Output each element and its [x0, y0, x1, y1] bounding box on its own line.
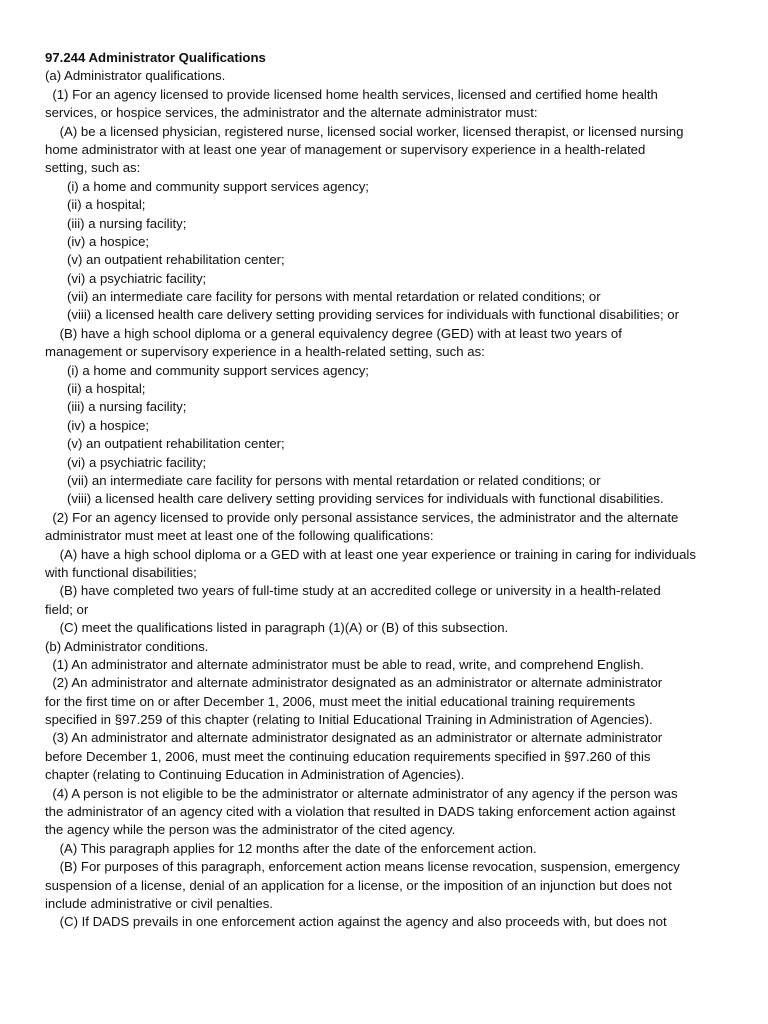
text-line: (3) An administrator and alternate administrator designated as an administrator or alternate administrator: [45, 730, 663, 746]
text-line: (2) For an agency licensed to provide only personal assistance services, the administrator and the alternate: [45, 509, 679, 525]
text-line: home administrator with at least one year of management or supervisory experience in a health-related: [45, 141, 646, 157]
document-page: [45, 49, 735, 932]
text-line: suspension of a license, denial of an application for a license, or the imposition of an injunction but does not: [45, 877, 672, 893]
text-line: (v) an outpatient rehabilitation center;: [45, 436, 285, 452]
text-line: (B) For purposes of this paragraph, enforcement action means license revocation, suspension, emergency: [45, 859, 680, 875]
text-line: (1) For an agency licensed to provide licensed home health services, licensed and certified home health: [45, 86, 658, 102]
text-line: (viii) a licensed health care delivery setting providing services for individuals with functional disabilities.: [45, 491, 664, 507]
text-line: (v) an outpatient rehabilitation center;: [45, 252, 285, 268]
text-line: (B) have a high school diploma or a general equivalency degree (GED) with at least two years of: [45, 325, 622, 341]
text-line: management or supervisory experience in a health-related setting, such as:: [45, 344, 485, 360]
text-line: (C) If DADS prevails in one enforcement action against the agency and also proceeds with, but does not: [45, 914, 667, 930]
text-line: (b) Administrator conditions.: [45, 638, 209, 654]
text-line: (B) have completed two years of full-time study at an accredited college or university in a health-related: [45, 583, 661, 599]
text-line: setting, such as:: [45, 160, 141, 176]
text-line: specified in §97.259 of this chapter (relating to Initial Educational Training in Administration of Agencies).: [45, 712, 653, 728]
text-line: (iii) a nursing facility;: [45, 215, 187, 231]
text-line: the agency while the person was the administrator of the cited agency.: [45, 822, 456, 838]
text-line: (vii) an intermediate care facility for persons with mental retardation or related conditions; or: [45, 472, 601, 488]
text-line: (4) A person is not eligible to be the administrator or alternate administrator of any agency if the person was: [45, 785, 678, 801]
text-line: (a) Administrator qualifications.: [45, 68, 226, 84]
text-line: administrator must meet at least one of the following qualifications:: [45, 528, 434, 544]
document-body: [45, 67, 735, 931]
text-line: (iv) a hospice;: [45, 233, 150, 249]
text-line: (A) have a high school diploma or a GED with at least one year experience or training in caring for individuals: [45, 546, 696, 562]
text-line: (2) An administrator and alternate administrator designated as an administrator or alternate administrator: [45, 675, 663, 691]
text-line: (iv) a hospice;: [45, 417, 150, 433]
text-line: services, or hospice services, the administrator and the alternate administrator must:: [45, 105, 538, 121]
text-line: (A) be a licensed physician, registered nurse, licensed social worker, licensed therapist, or licensed nursing: [45, 123, 684, 139]
text-line: (i) a home and community support services agency;: [45, 178, 369, 194]
text-line: (iii) a nursing facility;: [45, 399, 187, 415]
text-line: (ii) a hospital;: [45, 197, 146, 213]
text-line: (ii) a hospital;: [45, 381, 146, 397]
text-line: include administrative or civil penalties.: [45, 895, 273, 911]
text-line: (vii) an intermediate care facility for persons with mental retardation or related conditions; or: [45, 289, 601, 305]
text-line: (i) a home and community support services agency;: [45, 362, 369, 378]
text-line: (vi) a psychiatric facility;: [45, 454, 207, 470]
text-line: (vi) a psychiatric facility;: [45, 270, 207, 286]
text-line: for the first time on or after December 1, 2006, must meet the initial educational training requirements: [45, 693, 636, 709]
text-line: before December 1, 2006, must meet the continuing education requirements specified in §97.260 of this: [45, 748, 651, 764]
document-title: 97.244 Administrator Qualifications: [45, 50, 266, 65]
text-line: chapter (relating to Continuing Education in Administration of Agencies).: [45, 767, 465, 783]
text-line: the administrator of an agency cited with a violation that resulted in DADS taking enforcement action against: [45, 804, 676, 820]
text-line: (C) meet the qualifications listed in paragraph (1)(A) or (B) of this subsection.: [45, 620, 509, 636]
text-line: field; or: [45, 601, 89, 617]
text-line: (1) An administrator and alternate administrator must be able to read, write, and comprehend English.: [45, 656, 644, 672]
text-line: (viii) a licensed health care delivery setting providing services for individuals with functional disabilities; or: [45, 307, 680, 323]
text-line: with functional disabilities;: [45, 564, 197, 580]
text-line: (A) This paragraph applies for 12 months after the date of the enforcement action.: [45, 840, 537, 856]
